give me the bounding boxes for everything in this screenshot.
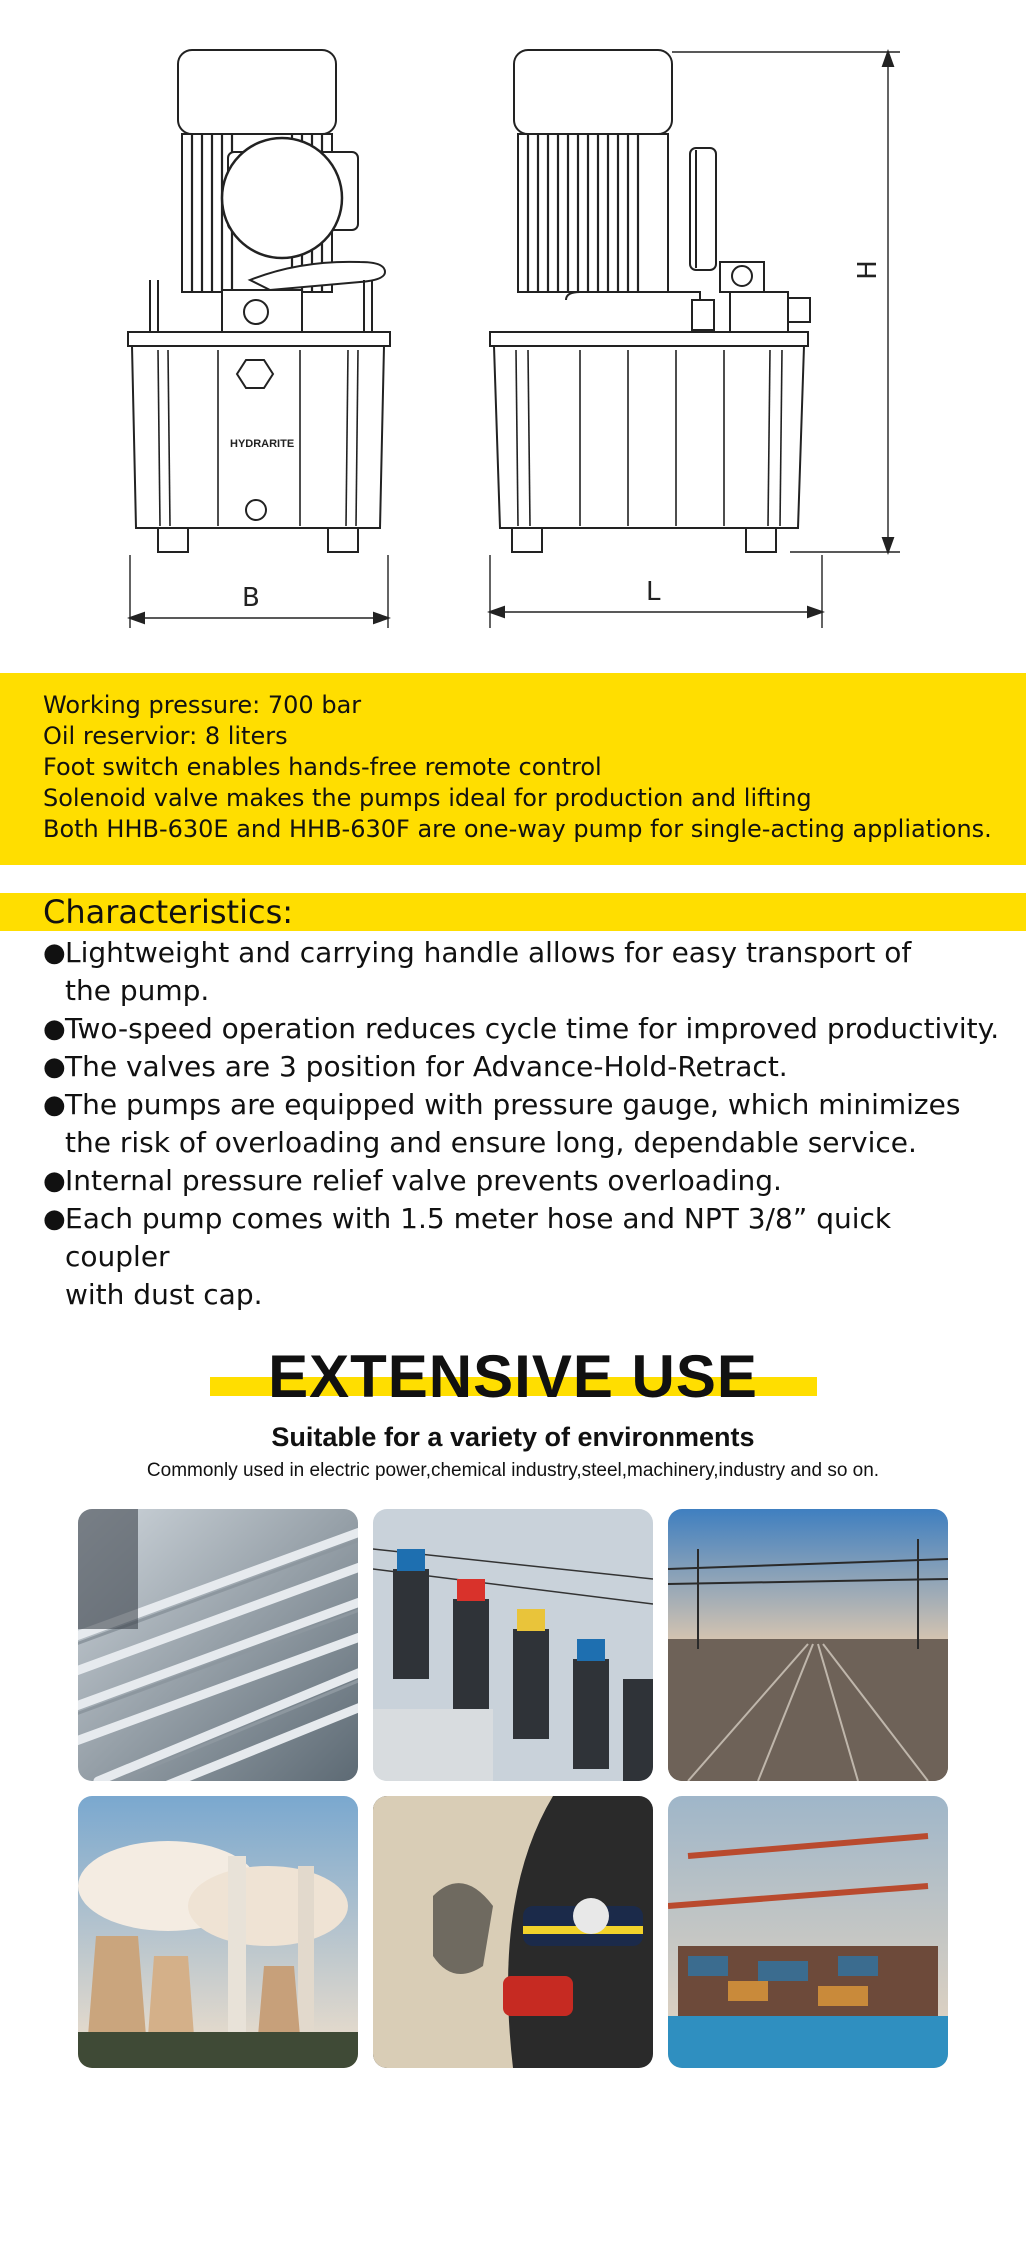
photo-insulators [373,1509,653,1781]
dimension-b-label: B [242,583,260,613]
spec-item: Working pressure: 700 bar [43,691,362,719]
bullet-icon: ● [43,1052,66,1082]
characteristics-list [43,934,1003,1314]
bullet-icon: ● [43,1090,66,1120]
dimension-l-label: L [646,577,661,607]
characteristic-item: ● The pumps are equipped with pressure gauge, which minimizes the risk of overloading and ensure long, dependable service. [43,1088,961,1159]
extensive-description: Commonly used in electric power,chemical industry,steel,machinery,industry and so on. [146,1460,880,1481]
characteristics-title: Characteristics: [43,893,294,931]
photo-pipelines [78,1509,358,1781]
characteristic-item: ● Internal pressure relief valve prevents overloading. [43,1162,1003,1200]
spec-item: Oil reservior: 8 liters [43,722,288,750]
characteristic-item: ● Two-speed operation reduces cycle time for improved productivity. [43,1010,1003,1048]
brand-label: HYDRARITE [230,438,295,450]
bullet-icon: ● [43,1204,66,1234]
specs-list [43,690,992,845]
characteristic-item: ● Each pump comes with 1.5 meter hose and NPT 3/8” quick coupler with dust cap. [43,1202,892,1311]
characteristic-item: ● The valves are 3 position for Advance-Hold-Retract. [43,1048,1003,1086]
photo-power-plant [78,1796,358,2068]
bullet-icon: ● [43,938,66,968]
dimension-h-label: H [853,260,883,280]
characteristic-item: ● Lightweight and carrying handle allows for easy transport of the pump. [43,936,912,1007]
spec-item: Both HHB-630E and HHB-630F are one-way pump for single-acting appliations. [43,815,992,843]
photo-rescue-tool [373,1796,653,2068]
spec-item: Foot switch enables hands-free remote control [43,753,602,781]
spec-item: Solenoid valve makes the pumps ideal for production and lifting [43,784,812,812]
bullet-icon: ● [43,1014,66,1044]
photo-railway [668,1509,948,1781]
extensive-title: EXTENSIVE USE [268,1343,758,1410]
pump-dimension-drawing [0,0,1026,650]
photo-container-port [668,1796,948,2068]
extensive-subtitle: Suitable for a variety of environments [271,1422,755,1452]
bullet-icon: ● [43,1166,66,1196]
